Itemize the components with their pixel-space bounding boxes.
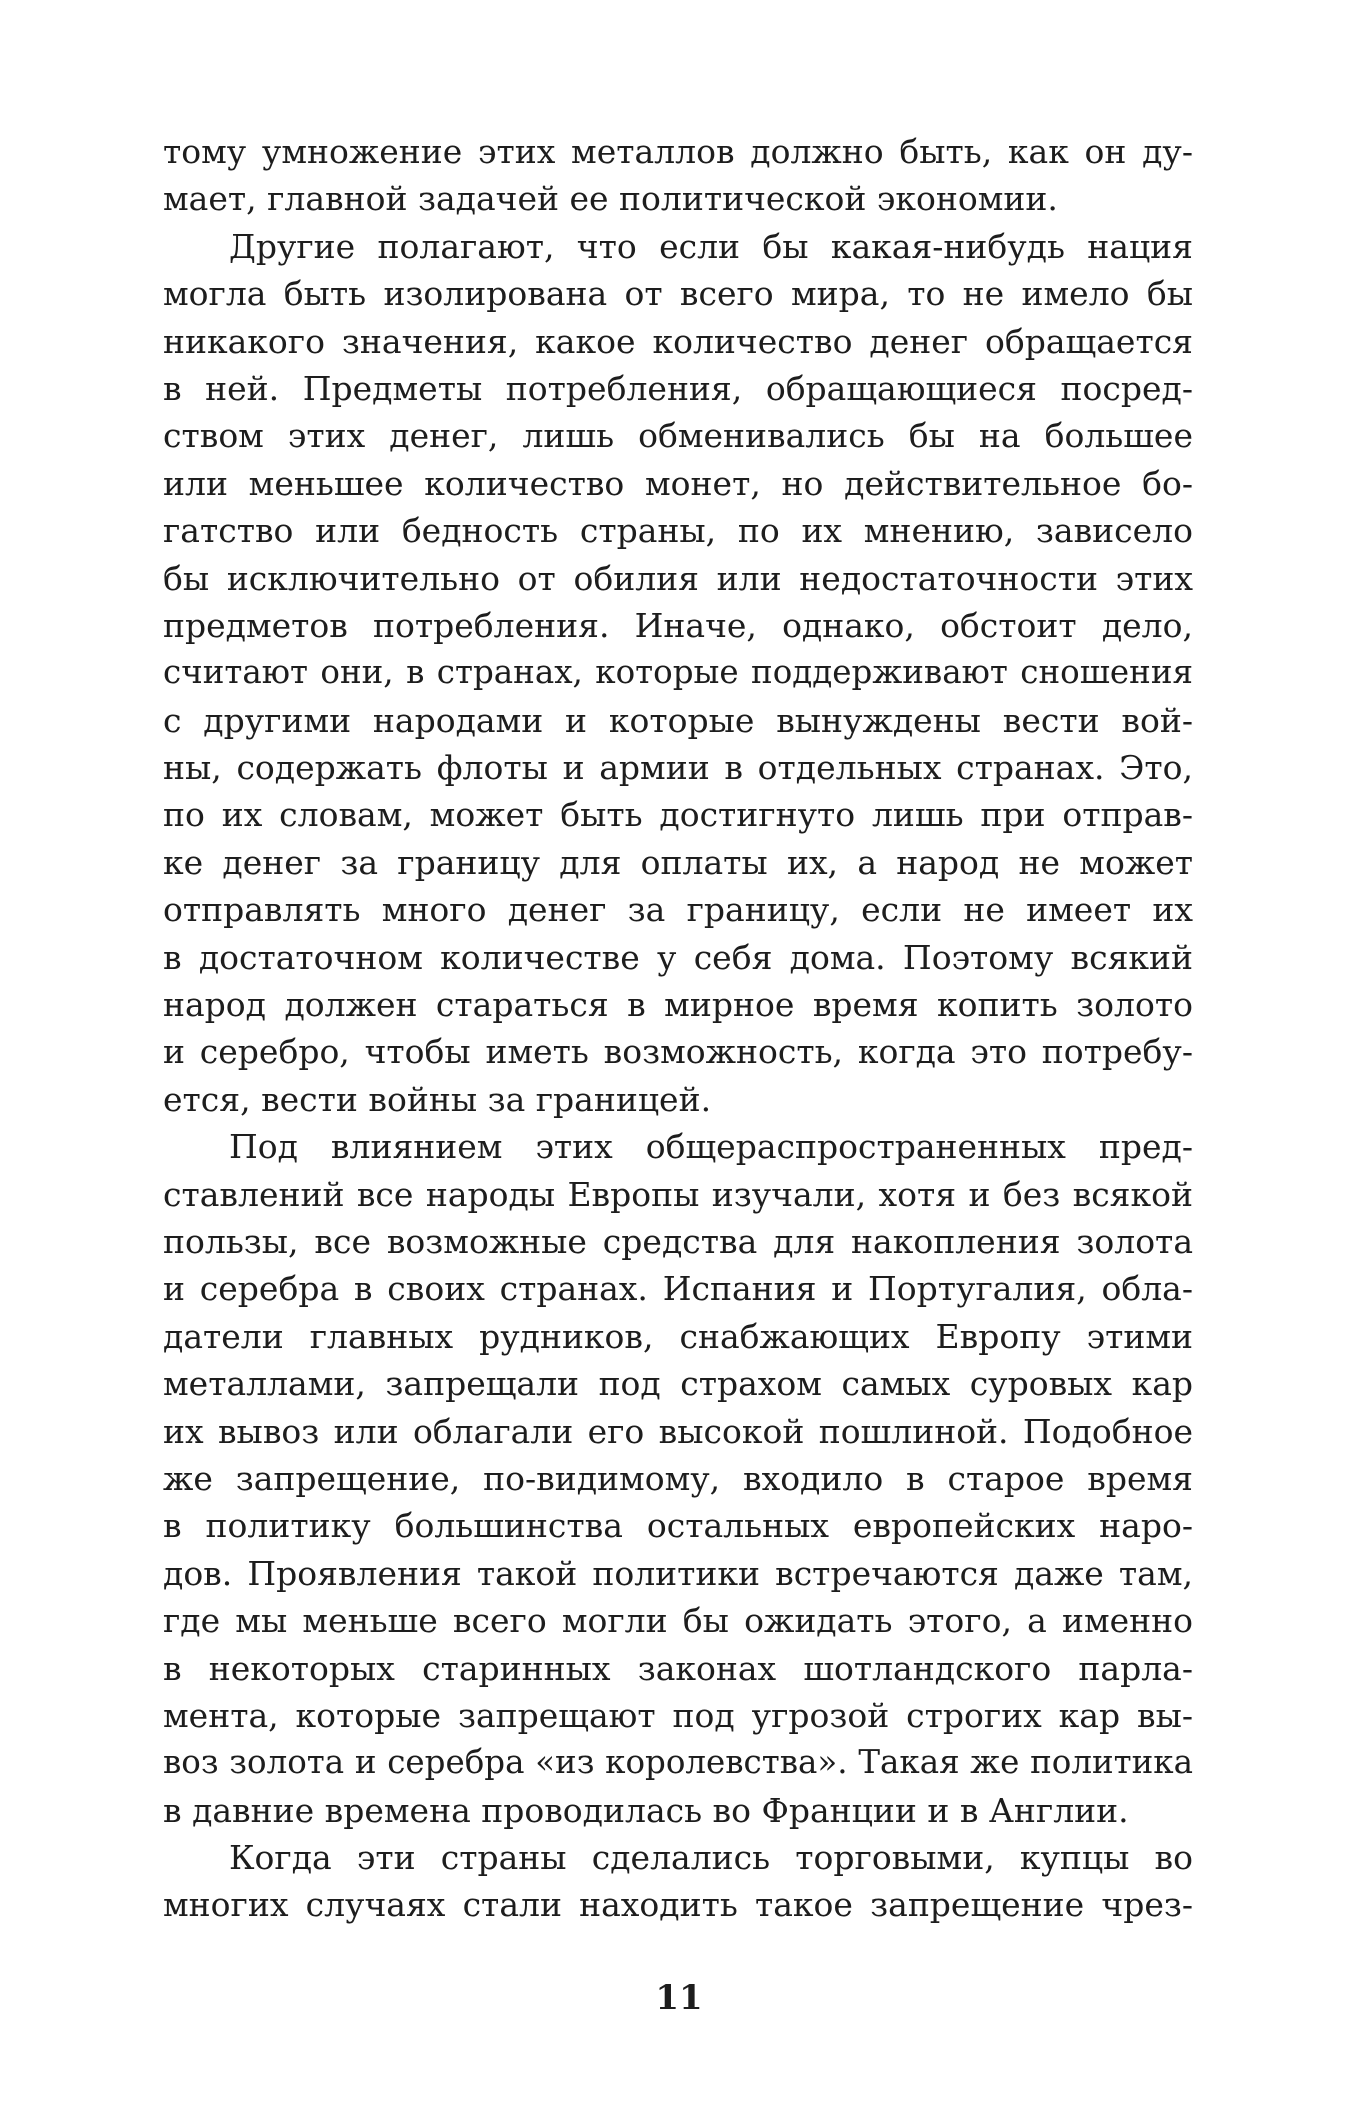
- text-line: ством этих денег, лишь обменивались бы на большее: [163, 416, 1193, 456]
- text-line: датели главных рудников, снабжающих Европу этими: [163, 1316, 1193, 1356]
- text-line: с другими народами и которые вынуждены вести вой-: [163, 700, 1193, 740]
- text-line: никакого значения, какое количество денег обращается: [163, 321, 1193, 361]
- text-line: в достаточном количестве у себя дома. Поэтому всякий: [163, 937, 1193, 977]
- text-line: бы исключительно от обилия или недостаточности этих: [163, 558, 1193, 598]
- page-number: 11: [655, 1978, 703, 2018]
- text-line: народ должен стараться в мирное время копить золото: [163, 985, 1193, 1025]
- text-line: гатство или бедность страны, по их мнению, зависело: [163, 511, 1193, 551]
- text-line: их вывоз или облагали его высокой пошлиной. Подобное: [163, 1411, 1193, 1451]
- text-line: многих случаях стали находить такое запрещение чрез-: [163, 1885, 1193, 1925]
- text-line: предметов потребления. Иначе, однако, обстоит дело,: [163, 605, 1193, 645]
- text-line: мает, главной задачей ее политической экономии.: [163, 179, 1058, 219]
- text-line: ется, вести войны за границей.: [163, 1079, 712, 1119]
- text-line: в ней. Предметы потребления, обращающиеся посред-: [163, 368, 1193, 408]
- text-line: могла быть изолирована от всего мира, то не имело бы: [163, 274, 1193, 314]
- text-line: же запрещение, по-видимому, входило в старое время: [163, 1458, 1193, 1498]
- text-line: Другие полагают, что если бы какая-нибудь нация: [229, 226, 1193, 266]
- text-line: Когда эти страны сделались торговыми, купцы во: [229, 1838, 1193, 1878]
- text-line: в политику большинства остальных европейских наро-: [163, 1506, 1193, 1546]
- text-line: и серебро, чтобы иметь возможность, когда это потребу-: [163, 1032, 1193, 1072]
- text-line: где мы меньше всего могли бы ожидать этого, а именно: [163, 1601, 1193, 1641]
- text-line: металлами, запрещали под страхом самых суровых кар: [163, 1364, 1193, 1404]
- text-line: или меньшее количество монет, но действительное бо-: [163, 463, 1193, 503]
- text-line: ке денег за границу для оплаты их, а народ не может: [163, 842, 1193, 882]
- text-line: отправлять много денег за границу, если не имеет их: [163, 890, 1193, 930]
- text-line: и серебра в своих странах. Испания и Португалия, обла-: [163, 1269, 1193, 1309]
- text-line: в некоторых старинных законах шотландского парла-: [163, 1648, 1193, 1688]
- book-page-text: [163, 128, 1193, 1929]
- text-line: ны, содержать флоты и армии в отдельных странах. Это,: [163, 748, 1193, 788]
- text-line: ставлений все народы Европы изучали, хотя и без всякой: [163, 1174, 1193, 1214]
- text-line: Под влиянием этих общераспространенных пред-: [229, 1127, 1193, 1167]
- text-line: мента, которые запрещают под угрозой строгих кар вы-: [163, 1695, 1193, 1735]
- text-line: воз золота и серебра «из королевства». Такая же политика: [163, 1743, 1193, 1782]
- text-line: в давние времена проводилась во Франции и в Англии.: [163, 1790, 1129, 1830]
- text-line: тому умножение этих металлов должно быть, как он ду-: [163, 132, 1193, 171]
- text-line: дов. Проявления такой политики встречаются даже там,: [163, 1553, 1193, 1593]
- text-line: пользы, все возможные средства для накопления золота: [163, 1221, 1193, 1261]
- text-line: по их словам, может быть достигнуто лишь при отправ-: [163, 795, 1193, 835]
- text-line: считают они, в странах, которые поддерживают сношения: [163, 653, 1193, 692]
